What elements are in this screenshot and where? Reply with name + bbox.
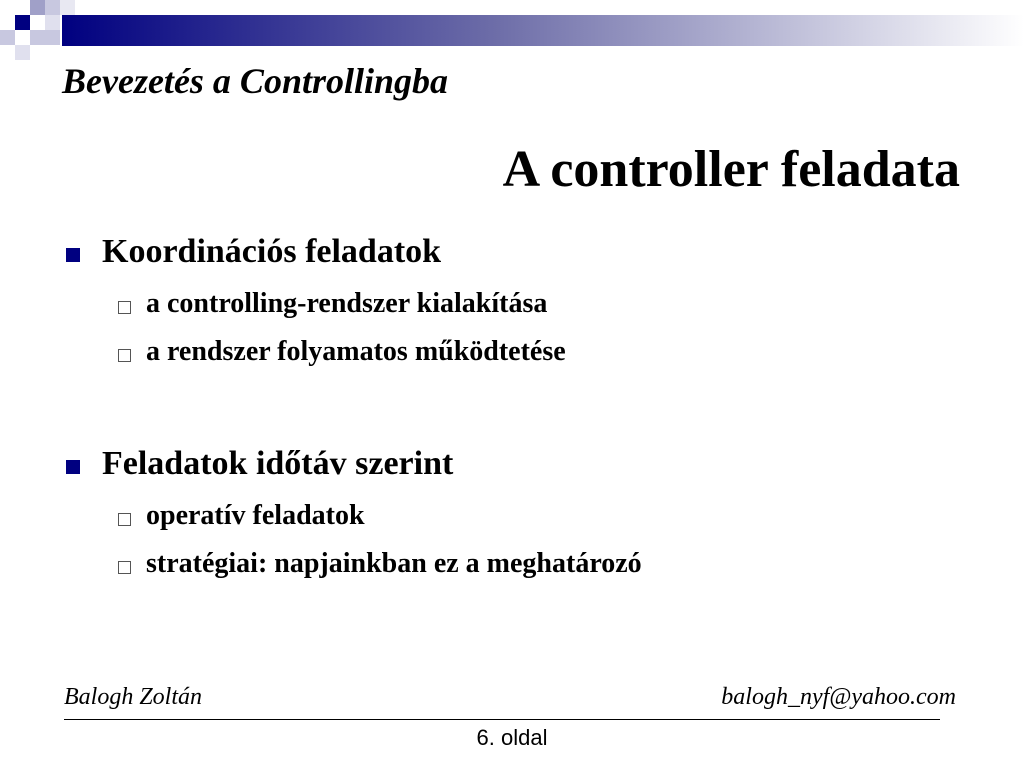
bullet-item: stratégiai: napjainkban ez a meghatározó (146, 548, 642, 579)
hollow-square-bullet-icon (118, 349, 131, 362)
bullet-item: operatív feladatok (146, 500, 365, 531)
bullet-heading: Koordinációs feladatok (102, 233, 442, 270)
footer-email: balogh_nyf@yahoo.com (721, 684, 956, 710)
header-gradient-bar (62, 15, 1024, 46)
hollow-square-bullet-icon (118, 513, 131, 526)
page-number: 6. oldal (476, 725, 548, 750)
bullet-item: a rendszer folyamatos működtetése (146, 336, 566, 367)
square-bullet-icon (66, 248, 80, 262)
bullet-item: a controlling-rendszer kialakítása (146, 288, 548, 319)
footer-author: Balogh Zoltán (64, 684, 203, 710)
hollow-square-bullet-icon (118, 561, 131, 574)
bullet-heading: Feladatok időtáv szerint (102, 445, 454, 482)
hollow-square-bullet-icon (118, 301, 131, 314)
footer-divider (64, 719, 940, 720)
slide-title: A controller feladata (502, 141, 960, 198)
square-bullet-icon (66, 460, 80, 474)
course-title: Bevezetés a Controllingba (62, 61, 448, 101)
